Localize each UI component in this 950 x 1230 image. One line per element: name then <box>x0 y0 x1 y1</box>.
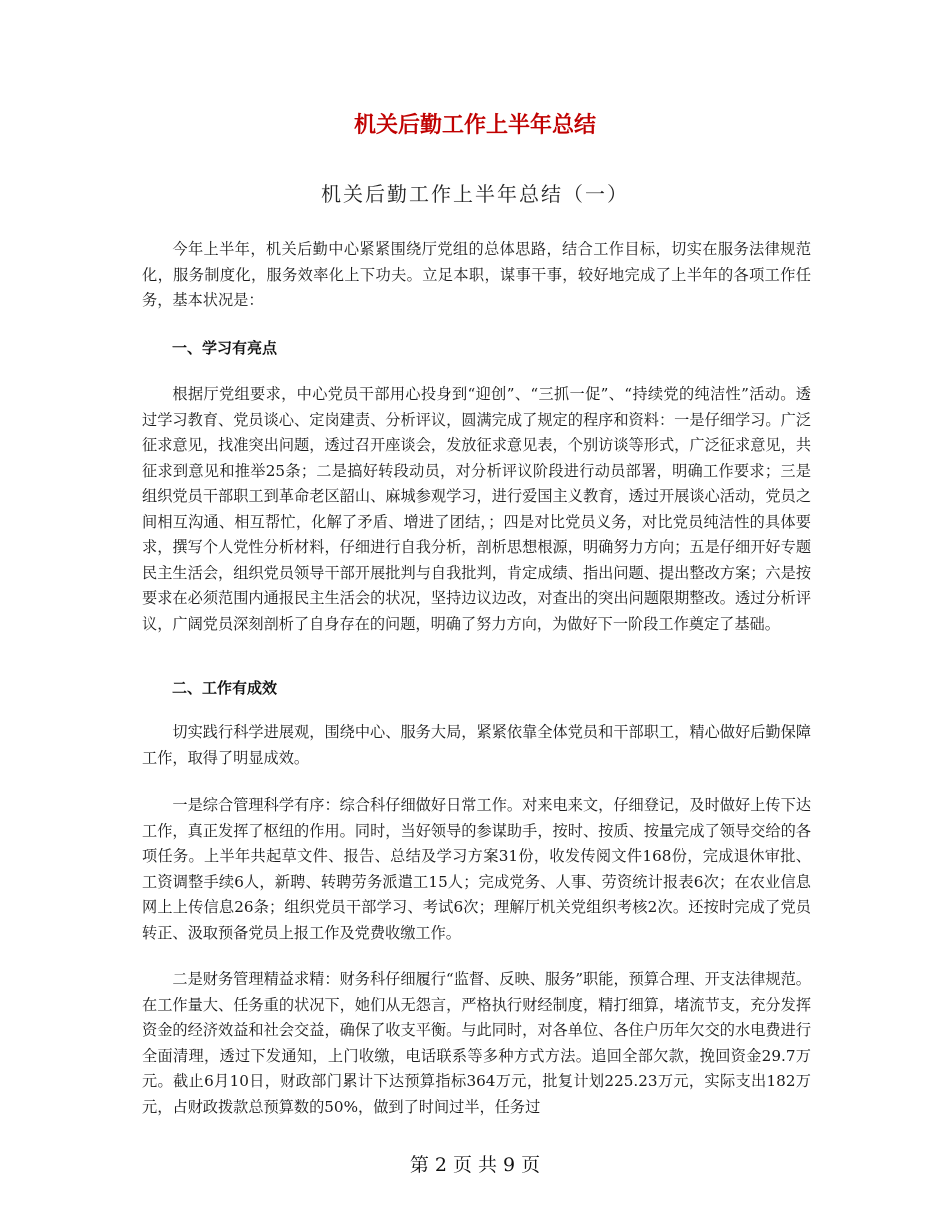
admin-management-paragraph: 一是综合管理科学有序：综合科仔细做好日常工作。对来电来文，仔细登记，及时做好上传下达工作，真正发挥了枢纽的作用。同时，当好领导的参谋助手，按时、按质、按量完成了领导交给的各项任务。上半年共起草文件、报告、总结及学习方案31份，收发传阅文件168份，完成退休审批、工资调整手续6人，新聘、转聘劳务派遣工15人；完成党务、人事、劳资统计报表6次；在农业信息网上上传信息26条；组织党员干部学习、考试6次；理解厅机关党组织考核2次。还按时完成了党员转正、汲取预备党员上报工作及党费收缴工作。 <box>142 796 811 942</box>
study-paragraph: 根据厅党组要求，中心党员干部用心投身到“迎创”、“三抓一促”、“持续党的纯洁性”活动。透过学习教育、党员谈心、定岗建责、分析评议，圆满完成了规定的程序和资料：一是仔细学习。广泛征求意见，找准突出问题，透过召开座谈会，发放征求意见表，个别访谈等形式，广泛征求意见，共征求到意见和推举25条；二是搞好转段动员，对分析评议阶段进行动员部署，明确工作要求；三是组织党员干部职工到革命老区韶山、麻城参观学习，进行爱国主义教育，透过开展谈心活动，党员之间相互沟通、相互帮忙，化解了矛盾、增进了团结，；四是对比党员义务，对比党员纯洁性的具体要求，撰写个人党性分析材料，仔细进行自我分析，剖析思想根源，明确努力方向；五是仔细开好专题民主生活会，组织党员领导干部开展批判与自我批判，肯定成绩、指出问题、提出整改方案；六是按要求在必须范围内通报民主生活会的状况，坚持边议边改，对查出的突出问题限期整改。透过分析评议，广阔党员深刻剖析了自身存在的问题，明确了努力方向，为做好下一阶段工作奠定了基础。 <box>142 385 811 633</box>
page-number: 第 2 页 共 9 页 <box>409 1154 541 1176</box>
section-heading-work: 二、工作有成效 <box>172 679 278 697</box>
finance-management-paragraph: 二是财务管理精益求精：财务科仔细履行“监督、反映、服务”职能，预算合理、开支法律规范。在工作量大、任务重的状况下，她们从无怨言，严格执行财经制度，精打细算，堵流节支，充分发挥资金的经济效益和社会交益，确保了收支平衡。与此同时，对各单位、各住户历年欠交的水电费进行全面清理，透过下发通知，上门收缴，电话联系等多种方式方法。追回全部欠款，挽回资金29.7万元。截止6月10日，财政部门累计下达预算指标364万元，批复计划225.23万元，实际支出182万元，占财政拨款总预算数的50%，做到了时间过半，任务过 <box>142 970 811 1116</box>
work-intro-paragraph: 切实践行科学进展观，围绕中心、服务大局，紧紧依靠全体党员和干部职工，精心做好后勤保障工作，取得了明显成效。 <box>142 723 811 767</box>
intro-paragraph: 今年上半年，机关后勤中心紧紧围绕厅党组的总体思路，结合工作目标，切实在服务法律规范化，服务制度化，服务效率化上下功夫。立足本职，谋事干事，较好地完成了上半年的各项工作任务，基本状况是： <box>142 240 811 309</box>
document-subtitle: 机关后勤工作上半年总结（一） <box>321 182 629 206</box>
section-heading-study: 一、学习有亮点 <box>172 339 278 357</box>
document-title: 机关后勤工作上半年总结 <box>353 113 596 138</box>
